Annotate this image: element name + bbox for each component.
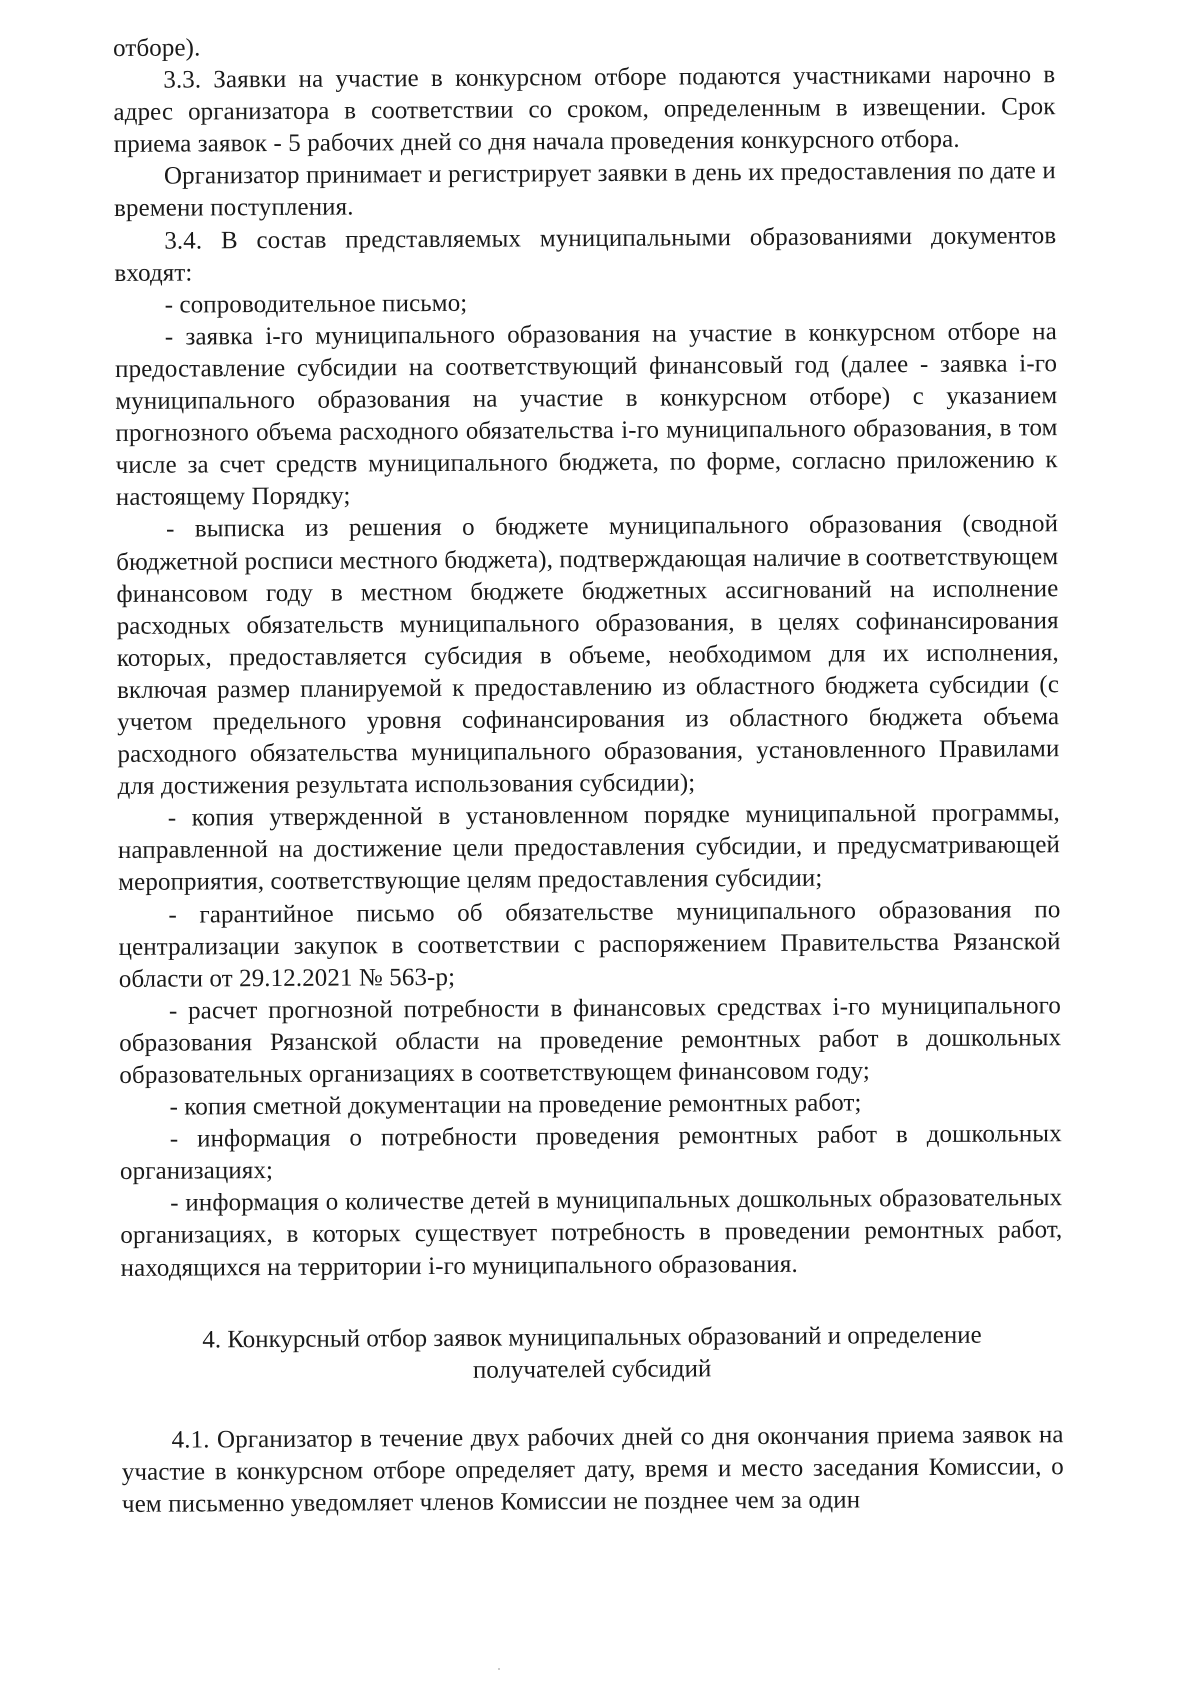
list-item-application: - заявка i-го муниципального образования на участие в конкурсном отборе на предоставление субсидии на соответствующий финансовый год (далее - заявка i-го муниципального образования на участие в конкурсном отборе) с указанием прогнозного объема расходного обязательства i-го муниципального образования, в том числе за счет средств муниципального бюджета, по форме, согласно приложению к настоящему Порядку; xyxy=(114,318,1058,512)
list-item-children-count-info: - информация о количестве детей в муниципальных дошкольных образовательных организациях, в которых существует потребность в проведении ремонтных работ, находящихся на территории i-го муниципального образования. xyxy=(120,1184,1063,1282)
paragraph-organizer-registers: Организатор принимает и регистрирует заявки в день их предоставления по дате и времени поступления. xyxy=(114,157,1056,223)
scan-speck xyxy=(498,1668,500,1670)
paragraph-4-1: 4.1. Организатор в течение двух рабочих дней со дня окончания приема заявок на участие в конкурсном отборе определяет дату, время и место заседания Комиссии, о чем письменно уведомляет членов Комиссии не позднее чем за один xyxy=(121,1421,1064,1518)
paragraph-continuation: отборе). xyxy=(113,34,201,62)
list-item-repair-need-info: - информация о потребности проведения ремонтных работ в дошкольных организациях; xyxy=(119,1120,1062,1186)
section-heading: 4. Конкурсный отбор заявок муниципальных образований и определение получателей субсидий xyxy=(202,1321,982,1384)
paragraph-3-3: 3.3. Заявки на участие в конкурсном отборе подаются участниками нарочно в адрес организатора в соответствии со сроком, определенным в извещении. Срок приема заявок - 5 рабочих дней со дня начала проведения конкурсного отбора. xyxy=(113,61,1056,159)
list-item-estimate-copy: - копия сметной документации на проведение ремонтных работ; xyxy=(169,1089,862,1121)
list-item-program-copy: - копия утвержденной в установленном порядке муниципальной программы, направленной на достижение цели предоставления субсидии, и предусматривающей мероприятия, соответствующие целям предоставления субсидии; xyxy=(117,799,1061,897)
list-item-budget-extract: - выписка из решения о бюджете муниципального образования (сводной бюджетной росписи местного бюджета), подтверждающая наличие в соответствующем финансовом году в местном бюджете бюджетных ассигнований на исполнение расходных обязательств муниципального образования, в целях софинансирования которых, предоставляется субсидия в объеме, необходимом для их исполнения, включая размер планируемой к предоставлению из областного бюджета субсидии (с учетом предельного уровня софинансирования из областного бюджета объема расходного обязательства муниципального образования, установленного Правилами для достижения результата использования субсидии); xyxy=(116,510,1060,801)
list-item-demand-calculation: - расчет прогнозной потребности в финансовых средствах i-го муниципального образования Рязанской области на проведение ремонтных работ в дошкольных образовательных организациях в соответствующем финансовом году; xyxy=(119,991,1062,1089)
list-item-cover-letter: - сопроводительное письмо; xyxy=(164,289,468,319)
list-item-guarantee-letter: - гарантийное письмо об обязательстве муниципального образования по централизации закупок в соответствии с распоряжением Правительства Рязанской области от 29.12.2021 № 563-р; xyxy=(118,895,1061,993)
paragraph-3-4: 3.4. В состав представляемых муниципальными образованиями документов входят: xyxy=(114,221,1057,287)
